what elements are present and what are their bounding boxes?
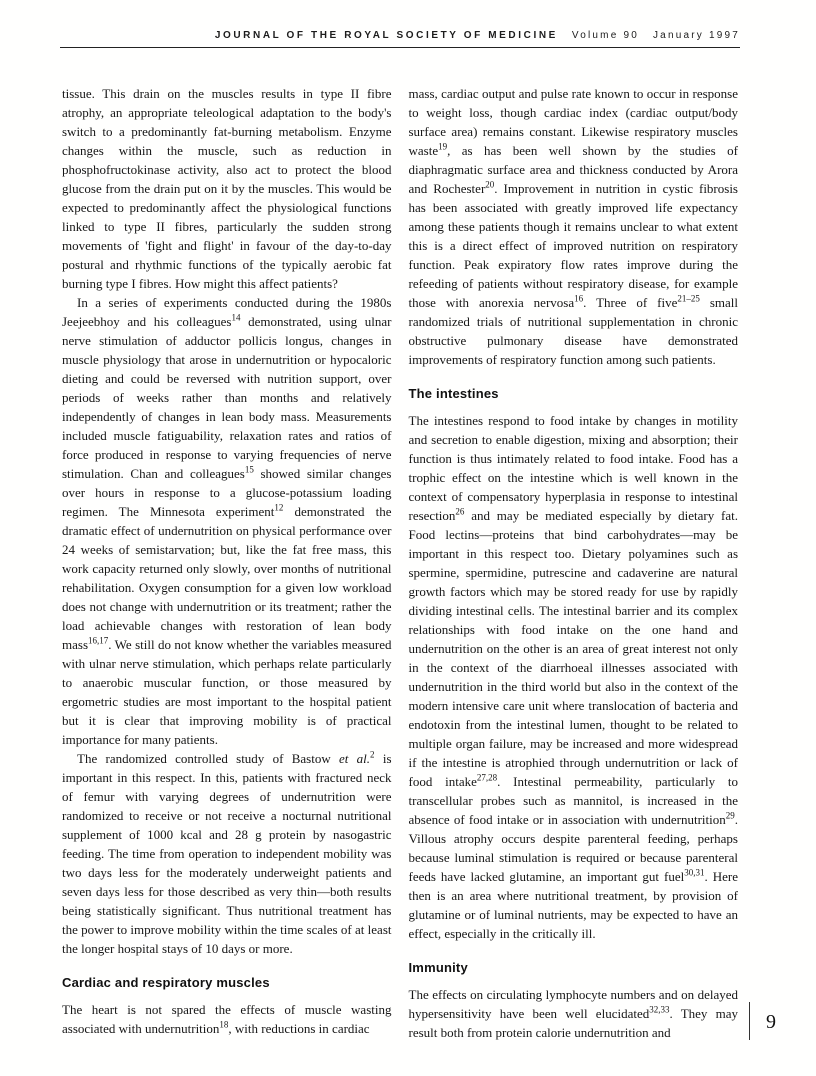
- paragraph: The effects on circulating lymphocyte numbers and on delayed hypersensitivity have been well elucidated$^{32,33}$. They may result both from protein calorie undernutrition and: [408, 987, 738, 1040]
- reference-superscript: 2: [370, 749, 375, 760]
- section-heading: Immunity: [408, 960, 468, 975]
- page-number: 9: [766, 1011, 776, 1033]
- reference-superscript: 18: [219, 1019, 229, 1030]
- italic-text: et al.: [339, 751, 371, 766]
- header-rule: [60, 47, 740, 48]
- paragraph: tissue. This drain on the muscles results in type II fibre atrophy, an appropriate teleological adaptation to the body's switch to a predominantly fat-burning metabolism. Enzyme changes within the muscle, such as reduction in phosphofructokinase activity, also act to protect the blood glucose from the drain put on it by the muscles. This would be expected to predominantly affect the physiological functions linked to type II fibres, particularly the sudden strong movements of 'fight and flight' in favour of the day-to-day postural and rhythmic functions of the typically aerobic fat burning type I fibres. How might this affect patients?: [62, 86, 392, 291]
- reference-superscript: 19: [438, 141, 448, 152]
- article-body: [62, 84, 738, 1042]
- reference-superscript: 30,31: [684, 867, 705, 878]
- reference-superscript: 26: [455, 506, 465, 517]
- left-column: [62, 84, 392, 1042]
- reference-superscript: 32,33: [649, 1004, 670, 1015]
- reference-superscript: 29: [725, 810, 735, 821]
- reference-superscript: 14: [231, 312, 241, 323]
- reference-superscript: 16,17: [88, 635, 109, 646]
- paragraph: In a series of experiments conducted during the 1980s Jeejeebhoy and his colleagues$^{14}$ demonstrated, using ulnar nerve stimulation of adductor pollicis longus, changes in muscle physiology that arose in undernutrition or hypocaloric dieting and could be reversed with nutrition support, over periods of weeks rather than months and relatively independently of changes in lean body mass. Measurements included muscle fatiguability, relaxation rates and ratios of force produced in response to varying frequencies of nerve stimulation. Chan and colleagues$^{15}$ showed similar changes over hours in response to a glucose-potassium loading regimen. The Minnesota experiment$^{12}$ demonstrated the dramatic effect of undernutrition on physical performance over 24 weeks of semistarvation; but, like the fat free mass, this work capacity returned only slowly, over months of nutritional rehabilitation. Oxygen consumption for a given low workload does not change with undernutrition or its treatment; rather the load achievable changes with restoration of lean body mass$^{16,17}$. We still do not know whether the variables measured with ulnar nerve stimulation, which perhaps relate particularly to anaerobic muscular function, or those measured by ergometric studies are most important to the hospital patient but it is clear that improving mobility is of practical importance for many patients.: [62, 295, 392, 747]
- paragraph: The randomized controlled study of Bastow et al.$^2$ is important in this respect. In this, patients with fractured neck of femur with varying degrees of undernutrition were randomized to receive or not receive a nocturnal nutritional supplement of 1000 kcal and 28 g protein by nasogastric feeding. The time from operation to independent mobility was two days less for the moderately underweight patients and seven days less for those described as very thin—both results being statistically significant. Thus nutritional treatment has the power to improve mobility within the time scales of at least the longer hospital stays of 10 days or more.: [62, 749, 392, 956]
- right-column: [409, 84, 739, 1042]
- section-heading: Cardiac and respiratory muscles: [62, 975, 270, 990]
- volume-label: Volume 90: [571, 30, 639, 41]
- reference-superscript: 21–25: [677, 293, 700, 304]
- reference-superscript: 20: [485, 179, 495, 190]
- section-heading: The intestines: [408, 386, 499, 401]
- paragraph: mass, cardiac output and pulse rate known to occur in response to weight loss, though cardiac index (cardiac output/body surface area) remains constant. Likewise respiratory muscles waste$^{19}$, as has been well shown by the studies of diaphragmatic surface area and thickness conducted by Arora and Rochester$^{20}$. Improvement in nutrition in cystic fibrosis has been associated with greatly improved life expectancy among these patients though it remains unclear to what extent this is a direct effect of improved nutrition on respiratory function. Peak expiratory flow rates improve during the refeeding of patients without respiratory disease, for example those with anorexia nervosa$^{16}$. Three of five$^{21-25}$ small randomized trials of nutritional supplementation in chronic obstructive pulmonary disease have demonstrated improvements of respiratory function among such patients.: [408, 86, 738, 367]
- issue-date-label: January 1997: [652, 30, 740, 41]
- journal-title: JOURNAL OF THE ROYAL SOCIETY OF MEDICINE: [214, 30, 558, 41]
- paragraph: The intestines respond to food intake by changes in motility and secretion to enable digestion, mixing and absorption; their function is thus intimately related to food intake. Food has a trophic effect on the intestine which is well known in the context of compensatory hyperplasia in response to intestinal resection$^{26}$ and may be mediated especially by dietary fat. Food lectins—proteins that bind carbohydrates—may be important in this respect too. Dietary polyamines such as spermine, spermidine, putrescine and cadaverine are natural growth factors which may be stored ready for use by rapidly dividing intestinal cells. The intestinal barrier and its complex relationships with food intake on the one hand and undernutrition on the other is an area of great interest not only in the context of the diarrhoeal illnesses associated with undernutrition in the third world but also in the context of the modern intensive care unit where translocation of bacteria and endotoxin from the intestinal lumen, thought to be related to multiple organ failure, may be increased and more widespread if the intestine is atrophied through undernutrition or lack of food intake$^{27,28}$. Intestinal permeability, particularly to transcellular probes such as mannitol, is increased in the absence of food intake or in association with undernutrition$^{29}$. Villous atrophy occurs despite parenteral feeding, perhaps because luminal stimulation is required or because parenteral feeds have lacked glutamine, an important gut fuel$^{30,31}$. Here then is an area where nutritional treatment, by provision of glutamine or of luminal nutrients, may be expected to have an effect, especially in the critically ill.: [408, 413, 738, 941]
- reference-superscript: 15: [244, 464, 254, 475]
- folio-rule: [749, 1002, 751, 1040]
- reference-superscript: 12: [274, 502, 284, 513]
- reference-superscript: 16: [574, 293, 584, 304]
- reference-superscript: 27,28: [476, 772, 498, 783]
- running-head: [60, 30, 740, 41]
- paragraph: The heart is not spared the effects of muscle wasting associated with undernutrition$^{18}$, with reductions in cardiac: [62, 1002, 392, 1036]
